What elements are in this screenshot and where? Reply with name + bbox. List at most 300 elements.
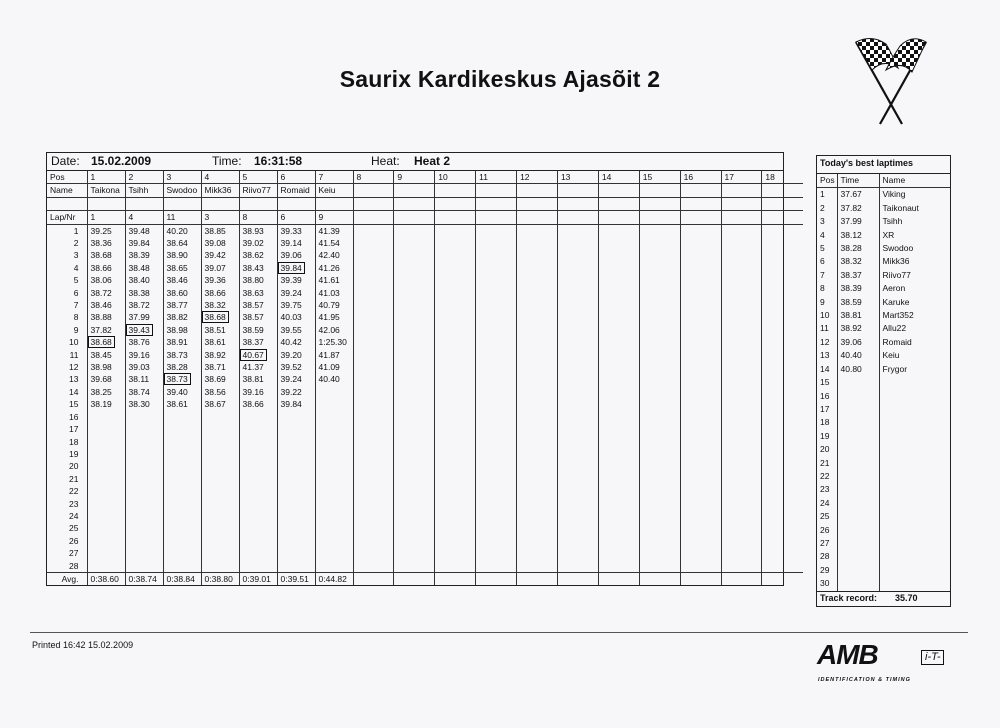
driver-name-cell: Tsihh [125,184,163,197]
lap-time-cell [721,287,762,299]
lap-time-cell [315,485,353,497]
lap-time-cell [721,560,762,573]
lap-time-cell [762,274,803,286]
lap-row [47,460,803,472]
lap-time-cell [315,336,353,348]
lap-time-cell [680,299,721,311]
lap-time-cell [435,349,476,361]
name-cell [879,550,950,563]
lap-time-cell [353,373,394,385]
time-cell [837,564,879,577]
spacer-cell [163,197,201,210]
best-laptime-row [817,242,950,255]
page-title: Saurix Kardikeskus Ajasõit 2 [339,66,661,92]
lap-time-cell [125,522,163,534]
time-cell: 38.32 [837,255,879,268]
lap-time: 39.08 [204,238,226,249]
lap-time-cell [125,262,163,274]
lap-time-cell [517,460,558,472]
lap-time-cell [125,361,163,373]
kart-number-cell: 8 [239,211,277,224]
lap-time-cell [201,485,239,497]
lap-time-cell [557,287,598,299]
lap-time: 39.40 [166,386,188,397]
lap-time-cell [517,224,558,237]
lap-time-cell [476,522,517,534]
lap-time-cell [394,510,435,522]
lap-time-cell [201,249,239,261]
lap-time-cell [201,224,239,237]
lap-time-cell [476,311,517,323]
kart-number-cell [353,211,394,224]
spacer-cell [394,197,435,210]
lap-time: 39.48 [128,225,150,236]
lap-time-cell [87,386,125,398]
lap-time-cell [517,485,558,497]
lap-time-cell [721,411,762,423]
time-cell [837,577,879,590]
best-laptime-row [817,202,950,215]
lap-times-grid [47,171,803,585]
lap-time-cell [163,510,201,522]
lap-time-cell [435,547,476,559]
avg-label: Avg. [47,572,87,585]
spacer-cell [201,197,239,210]
lap-time-cell [435,249,476,261]
lap-time-cell [517,448,558,460]
lap-time-cell [762,324,803,336]
lap-time-cell [394,324,435,336]
kart-number-cell [394,211,435,224]
lap-number: 7 [73,300,79,311]
lap-time-cell [163,448,201,460]
rank-cell: 13 [820,350,830,361]
lap-time-cell [201,460,239,472]
name-cell [879,457,950,470]
lap-time-cell [762,262,803,274]
lap-time: 39.33 [280,225,302,236]
lap-time-cell [87,274,125,286]
name-cell: Romaid [879,336,950,349]
lap-time-cell [239,274,277,286]
lap-time: 38.64 [166,238,188,249]
lap-time-cell [315,560,353,573]
lap-time-cell [639,398,680,410]
lap-time-cell [639,448,680,460]
lap-time: 38.11 [128,374,150,385]
lap-time-cell [315,473,353,485]
lap-time: 38.32 [204,300,226,311]
lap-time-cell [353,436,394,448]
lap-row [47,448,803,460]
lap-time: 41.09 [318,362,340,373]
lap-time-cell [598,423,639,435]
average-cell [639,572,680,585]
lap-time-cell [517,324,558,336]
rank-cell: 3 [820,216,825,227]
lap-time-cell [163,386,201,398]
average-cell: 0:38.84 [163,572,201,585]
lap-time-cell [598,237,639,249]
lap-time: 39.07 [204,262,226,273]
lap-time-cell [315,535,353,547]
lap-time-cell [680,274,721,286]
lap-time-cell [557,324,598,336]
rank-cell: 15 [820,377,830,388]
track-record [817,591,950,606]
average-cell [762,572,803,585]
rank-cell: 10 [820,310,830,321]
lap-time-cell [125,274,163,286]
lap-row [47,224,803,237]
name-cell: Mikk36 [879,255,950,268]
lap-time-cell [163,522,201,534]
lap-time-cell [315,249,353,261]
lap-time-cell [201,349,239,361]
lap-time: 39.03 [128,362,150,373]
name-cell [879,390,950,403]
name-cell [879,403,950,416]
pos-cell: 2 [125,171,163,184]
lap-time-cell [239,473,277,485]
lap-number: 13 [69,374,79,385]
lap-time-cell [315,498,353,510]
average-cell: 0:44.82 [315,572,353,585]
lap-number: 22 [69,486,79,497]
lap-time-cell [435,287,476,299]
lap-time-cell [163,498,201,510]
lap-time-cell [680,498,721,510]
lap-time-cell [353,336,394,348]
lap-time-cell [639,299,680,311]
best-laptime-row [817,296,950,309]
average-cell [353,572,394,585]
lap-time-cell [87,398,125,410]
lap-time-cell [125,448,163,460]
lap-time-cell [394,535,435,547]
average-cell [435,572,476,585]
lap-time-cell [163,560,201,573]
lap-time-cell [87,473,125,485]
lap-row [47,485,803,497]
lap-time-cell [762,436,803,448]
lap-time-cell [163,485,201,497]
lap-time: 1:25.30 [318,337,347,348]
lap-time-cell [87,349,125,361]
lap-time-cell [435,237,476,249]
lap-time-cell [163,336,201,348]
lap-time-cell [163,287,201,299]
lap-time: 38.80 [242,275,264,286]
lap-time-cell [353,262,394,274]
lap-time-cell [394,547,435,559]
lap-time-cell [163,224,201,237]
lap-time-cell [394,485,435,497]
rank-cell: 11 [820,323,829,334]
best-laptime-row [817,483,950,496]
driver-name-cell: Romaid [277,184,315,197]
lap-time-cell [557,336,598,348]
lap-row [47,311,803,323]
rank-cell: 2 [820,202,825,213]
lap-time-cell [394,299,435,311]
lap-time-cell [239,547,277,559]
lap-time-cell [680,436,721,448]
rank-cell: 19 [820,430,830,441]
lap-number: 1 [73,225,79,236]
time-cell: 38.37 [837,269,879,282]
lap-row [47,262,803,274]
lap-time: 38.39 [128,250,150,261]
time-cell: 39.06 [837,336,879,349]
lap-time-cell [557,237,598,249]
best-laptimes-panel [816,155,951,607]
lap-time-cell [201,522,239,534]
lap-time: 38.76 [128,337,150,348]
best-lap-time: 39.84 [278,262,305,274]
lap-time-cell [557,535,598,547]
lap-time-cell [201,436,239,448]
lap-number: 25 [69,523,79,534]
lap-time-cell [435,311,476,323]
time-value: 16:31:58 [254,154,303,168]
rank-cell: 23 [820,484,830,495]
lap-time-cell [125,311,163,323]
lap-time-cell [721,386,762,398]
lap-time-cell [239,398,277,410]
time-cell: 37.82 [837,202,879,215]
name-cell [879,497,950,510]
lap-time-cell [557,274,598,286]
lap-number: 17 [69,424,79,435]
lap-time-cell [277,535,315,547]
lap-time-cell [476,224,517,237]
best-laptime-row [817,443,950,456]
lap-number: 9 [73,324,79,335]
lap-time-cell [762,237,803,249]
name-row [47,184,803,197]
lap-number: 2 [73,238,79,249]
lap-time-cell [680,349,721,361]
lap-time-cell [435,398,476,410]
name-cell: Frygor [879,363,950,376]
lap-time-cell [435,460,476,472]
lap-time-cell [557,485,598,497]
lap-time-cell [721,498,762,510]
lap-time-cell [680,473,721,485]
lap-time-cell [721,547,762,559]
lap-time-cell [435,373,476,385]
lap-time-cell [476,560,517,573]
lap-number: 21 [69,473,79,484]
lap-time: 40.79 [318,300,340,311]
lap-time: 41.37 [242,362,264,373]
lap-time-cell [394,398,435,410]
lap-time-cell [353,448,394,460]
lap-time-cell [557,498,598,510]
lap-time-cell [201,535,239,547]
lap-row [47,336,803,348]
lap-time-cell [353,237,394,249]
lap-time-cell [680,224,721,237]
lap-time-cell [87,299,125,311]
lap-time-cell [353,324,394,336]
lap-time-cell [517,373,558,385]
heat-header [47,153,783,171]
lap-time: 39.84 [128,238,150,249]
lap-time-cell [277,560,315,573]
lap-time-cell [598,510,639,522]
lap-time-cell [239,237,277,249]
lap-time-cell [201,448,239,460]
lap-time-cell [598,386,639,398]
lap-time-cell [557,448,598,460]
kart-number-cell: 9 [315,211,353,224]
best-laptimes-header [817,174,950,188]
lap-time-cell [239,498,277,510]
lap-time-cell [721,522,762,534]
heat-label: Heat: [371,154,400,168]
lap-time-cell [557,249,598,261]
lap-time-cell [87,224,125,237]
spacer-cell [47,197,87,210]
lap-time-cell [315,386,353,398]
lap-time-cell [87,411,125,423]
name-cell: Viking [879,188,950,202]
time-cell: 38.59 [837,296,879,309]
kart-number-cell [557,211,598,224]
lap-number: 15 [69,399,79,410]
heat-value: Heat 2 [414,154,451,168]
lap-time: 39.84 [280,399,302,410]
lap-time-cell [277,224,315,237]
lap-time-cell [639,560,680,573]
lap-time-cell [639,473,680,485]
time-cell [837,524,879,537]
lap-time-cell [680,547,721,559]
lap-time: 38.57 [242,300,264,311]
lap-time-cell [476,274,517,286]
lap-time: 39.20 [280,349,302,360]
lap-time-cell [517,386,558,398]
rank-cell: 6 [820,256,825,267]
best-laptime-row [817,577,950,590]
lap-time-cell [125,386,163,398]
lap-time: 39.55 [280,324,302,335]
lap-time-cell [125,299,163,311]
lap-time-cell [125,510,163,522]
lap-time: 38.77 [166,300,188,311]
lap-time-cell [517,311,558,323]
lap-time-cell [517,299,558,311]
lap-time: 38.19 [90,399,112,410]
time-cell [837,537,879,550]
driver-name-cell [476,184,517,197]
lap-time-cell [163,411,201,423]
time-cell: 38.92 [837,322,879,335]
lap-time: 38.06 [90,275,112,286]
lap-time-cell [163,262,201,274]
pos-cell: 15 [639,171,680,184]
best-laptime-row [817,309,950,322]
lap-time: 38.25 [90,386,112,397]
lap-time-cell [163,249,201,261]
lap-time: 38.92 [204,349,226,360]
lap-time-cell [721,535,762,547]
lap-time-cell [163,436,201,448]
lap-time-cell [639,510,680,522]
lap-time-cell [435,361,476,373]
time-cell [837,390,879,403]
spacer-cell [125,197,163,210]
driver-name-cell [680,184,721,197]
lap-time: 38.59 [242,324,264,335]
lap-time-cell [721,299,762,311]
lap-time-cell [721,436,762,448]
lap-time-cell [87,373,125,385]
lap-time-cell [353,560,394,573]
lap-time-cell [557,522,598,534]
best-laptime-row [817,363,950,376]
lap-time: 39.24 [280,374,302,385]
lap-time: 39.14 [280,238,302,249]
best-laptime-row [817,229,950,242]
name-cell: Karuke [879,296,950,309]
lap-time-cell [762,299,803,311]
average-cell: 0:38.60 [87,572,125,585]
lap-time-cell [476,237,517,249]
checkered-flags-icon [842,34,940,126]
lap-time-cell [517,510,558,522]
lap-row [47,249,803,261]
name-cell: Allu22 [879,322,950,335]
pos-cell: 9 [394,171,435,184]
heat-results-table [46,152,784,586]
pos-cell: 3 [163,171,201,184]
lap-time: 38.73 [166,349,188,360]
spacer-cell [353,197,394,210]
kart-number-cell: 3 [201,211,239,224]
lap-time-cell [680,485,721,497]
name-cell: Keiu [879,349,950,362]
kart-number-cell: 1 [87,211,125,224]
lap-time-cell [277,485,315,497]
lap-time-cell [315,411,353,423]
lap-time-cell [680,423,721,435]
lap-time-cell [435,299,476,311]
lap-time-cell [598,311,639,323]
lap-time-cell [87,510,125,522]
lap-time: 39.22 [280,386,302,397]
lap-time-cell [394,436,435,448]
lap-time: 39.68 [90,374,112,385]
lap-time: 38.66 [90,262,112,273]
lap-time-cell [598,448,639,460]
lap-time: 38.36 [90,238,112,249]
lap-time-cell [239,224,277,237]
lap-time-cell [721,274,762,286]
name-cell: Taikonaut [879,202,950,215]
lap-time-cell [353,485,394,497]
driver-name-cell [762,184,803,197]
spacer-cell [762,197,803,210]
lap-time-cell [639,224,680,237]
lap-row [47,324,803,336]
driver-name-cell: Riivo77 [239,184,277,197]
lap-time-cell [639,361,680,373]
lap-time-cell [476,324,517,336]
lap-time-cell [435,262,476,274]
